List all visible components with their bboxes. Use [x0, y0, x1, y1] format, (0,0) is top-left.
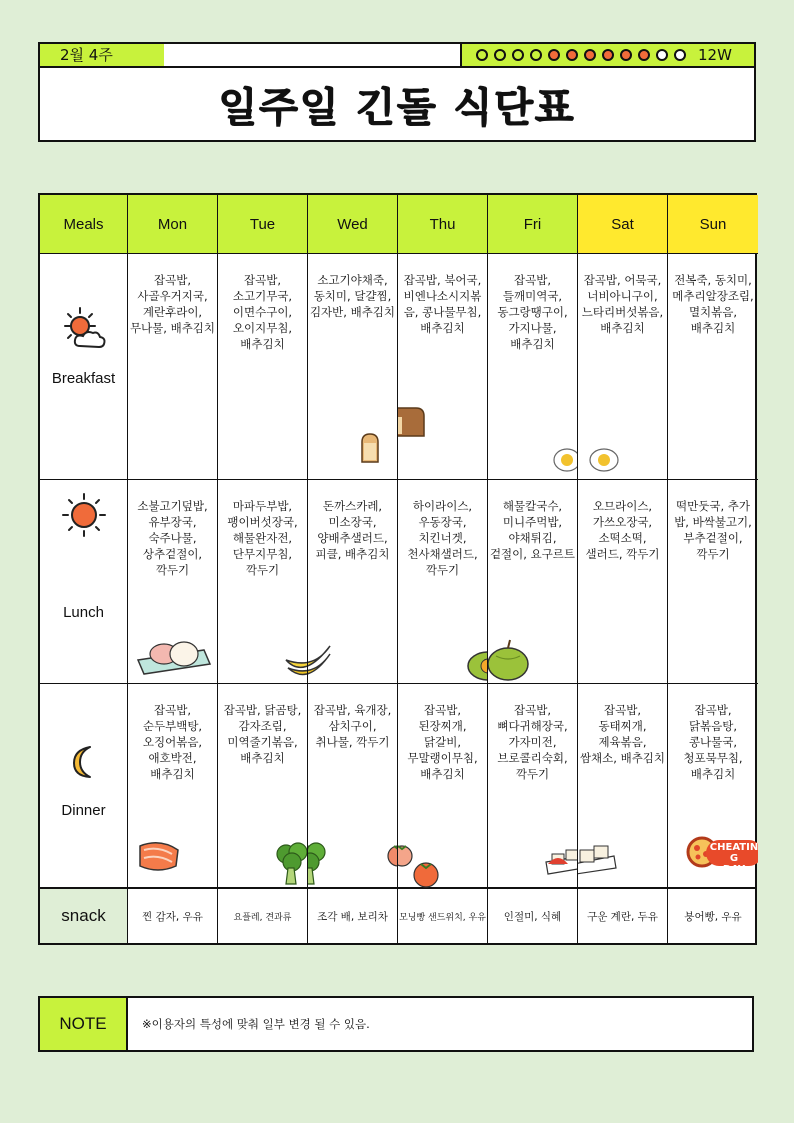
- moon-icon: [68, 744, 100, 784]
- note-label: NOTE: [40, 998, 128, 1050]
- snack-cell-mon: 찐 감자, 우유: [128, 889, 218, 943]
- meals-header: Meals: [40, 195, 128, 254]
- week-label: 2월 4주: [38, 42, 166, 68]
- egg-illustration: [588, 446, 620, 474]
- progress-dot: [674, 49, 686, 61]
- tomato-illustration: [412, 858, 440, 888]
- snack-cell-fri: 인절미, 식혜: [488, 889, 578, 943]
- meal-text: 잡곡밥, 닭곰탕, 감자조림, 미역줄기볶음, 배추김치: [223, 703, 302, 765]
- meal-cell-dinner-tue: [218, 684, 308, 891]
- meal-cell-dinner-thu: [398, 684, 488, 891]
- progress-dot: [638, 49, 650, 61]
- cheating-day-label: [706, 840, 758, 875]
- progress-dot: [512, 49, 524, 61]
- day-header-tue: Tue: [218, 195, 308, 254]
- meal-text: 잡곡밥, 뼈다귀해장국, 가자미전, 브로콜리숙회, 깍두기: [497, 703, 568, 781]
- banana-illustration: [308, 640, 334, 682]
- day-header-sun: Sun: [668, 195, 758, 254]
- progress-dot: [548, 49, 560, 61]
- meal-text: 돈까스카레, 미소장국, 양배추샐러드, 피클, 배추김치: [315, 499, 390, 561]
- row-label-text: Lunch: [63, 604, 104, 621]
- meal-cell-lunch-fri: [488, 480, 578, 684]
- progress-dot: [530, 49, 542, 61]
- row-label-text: Breakfast: [51, 370, 116, 387]
- row-label-lunch: [40, 480, 128, 684]
- meal-cell-lunch-sat: 오므라이스, 가쓰오장국, 소떡소떡, 샐러드, 깍두기: [578, 480, 668, 684]
- meal-cell-lunch-sun: 떡만둣국, 추가 밥, 바싹불고기, 부추겉절이, 깍두기: [668, 480, 758, 684]
- meal-cell-breakfast-tue: 잡곡밥, 소고기무국, 이면수구이, 오이지무침, 배추김치: [218, 254, 308, 480]
- meal-cell-dinner-sun: [668, 684, 758, 891]
- snack-cell-tue: 요플레, 견과류: [218, 889, 308, 943]
- progress-dot: [620, 49, 632, 61]
- meal-cell-lunch-thu: [398, 480, 488, 684]
- meal-cell-breakfast-thu: [398, 254, 488, 480]
- meal-cell-breakfast-sat: [578, 254, 668, 480]
- bread-illustration: [398, 404, 428, 438]
- tofu-plate-illustration: [578, 842, 618, 878]
- progress-dot: [656, 49, 668, 61]
- note-text: ※이용자의 특성에 맞춰 일부 변경 될 수 있음.: [142, 1017, 370, 1031]
- meal-text: 소고기야채죽, 동치미, 달걀찜, 김자반, 배추김치: [309, 273, 396, 319]
- meal-text: 잡곡밥, 된장찌개, 닭갈비, 무말랭이무침, 배추김치: [407, 703, 478, 781]
- note-box: [38, 996, 754, 1052]
- broccoli-illustration: [308, 840, 326, 886]
- title-box: [38, 66, 756, 142]
- snack-row: [38, 889, 757, 945]
- salmon-illustration: [136, 836, 182, 876]
- day-header-thu: Thu: [398, 195, 488, 254]
- snack-cell-wed: 조각 배, 보리차: [308, 889, 398, 943]
- meal-cell-dinner-fri: [488, 684, 578, 891]
- snack-label: snack: [40, 889, 128, 943]
- snack-cell-thu: 모닝빵 샌드위치, 우유: [398, 889, 488, 943]
- meal-cell-lunch-wed: [308, 480, 398, 684]
- meal-text: 잡곡밥, 육개장, 삼치구이, 취나물, 깍두기: [313, 703, 392, 749]
- meal-text: 잡곡밥, 어묵국, 너비아니구이, 느타리버섯볶음, 배추김치: [581, 273, 664, 335]
- header-spacer: [164, 42, 462, 68]
- meal-cell-dinner-sat: [578, 684, 668, 891]
- meal-text: 해물칼국수, 미니주먹밥, 야채튀김, 겉절이, 요구르트: [489, 499, 576, 561]
- day-header-wed: Wed: [308, 195, 398, 254]
- sun-cloud-icon: [60, 306, 108, 356]
- snack-cell-sat: 구운 계란, 두유: [578, 889, 668, 943]
- row-label-breakfast: [40, 254, 128, 480]
- meal-cell-lunch-tue: [218, 480, 308, 684]
- week-progress: [460, 42, 756, 68]
- meal-cell-breakfast-mon: 잡곡밥, 사골우거지국, 계란후라이, 무나물, 배추김치: [128, 254, 218, 480]
- meal-cell-breakfast-fri: [488, 254, 578, 480]
- day-header-mon: Mon: [128, 195, 218, 254]
- pumpkin-illustration: [488, 636, 532, 682]
- row-label-text: Dinner: [61, 802, 106, 819]
- meal-table: [38, 193, 757, 889]
- meal-cell-breakfast-wed: [308, 254, 398, 480]
- toast-illustration: [360, 426, 398, 464]
- cheating-day-line2: DAY: [722, 864, 746, 875]
- meal-text: 마파두부밥, 팽이버섯장국, 해물완자전, 단무지무침, 깍두기: [227, 499, 298, 577]
- meal-text: 하이라이스, 우동장국, 치킨너겟, 천사채샐러드, 깍두기: [407, 499, 478, 577]
- meal-cell-lunch-mon: [128, 480, 218, 684]
- meal-text: 잡곡밥, 닭볶음탕, 콩나물국, 청포묵무침, 배추김치: [683, 703, 743, 781]
- snack-cell-sun: 붕어빵, 우유: [684, 910, 742, 923]
- progress-dot: [476, 49, 488, 61]
- meal-cell-dinner-wed: [308, 684, 398, 891]
- broccoli-illustration: [274, 840, 308, 886]
- progress-dot: [494, 49, 506, 61]
- pumpkin-illustration: [466, 636, 488, 682]
- tomato-illustration: [386, 840, 398, 868]
- day-header-sat: Sat: [578, 195, 668, 254]
- egg-illustration: [552, 446, 578, 474]
- meal-cell-dinner-mon: [128, 684, 218, 891]
- meal-text: 잡곡밥, 들깨미역국, 동그랑땡구이, 가지나물, 배추김치: [497, 273, 568, 351]
- day-header-fri: Fri: [488, 195, 578, 254]
- meal-cell-breakfast-sun: 전복죽, 동치미, 메추리알장조림, 멸치볶음, 배추김치: [668, 254, 758, 480]
- row-label-dinner: [40, 684, 128, 891]
- sun-icon: [61, 492, 107, 542]
- meal-text: 소불고기덮밥, 유부장국, 숙주나물, 상추겉절이, 깍두기: [137, 499, 208, 577]
- progress-label: 12W: [698, 46, 732, 64]
- cheating-day-line1: CHEATING: [709, 842, 758, 864]
- rice-cake-illustration: [134, 630, 214, 678]
- progress-dot: [566, 49, 578, 61]
- progress-dot: [602, 49, 614, 61]
- meal-text: 잡곡밥, 북어국, 비엔나소시지볶음, 콩나물무침, 배추김치: [403, 273, 482, 335]
- progress-dot: [584, 49, 596, 61]
- meal-text: 잡곡밥, 순두부백탕, 오징어볶음, 애호박전, 배추김치: [142, 703, 203, 781]
- page-title: 일주일 긴돌 식단표: [218, 84, 576, 131]
- banana-illustration: [284, 640, 308, 682]
- tofu-plate-illustration: [544, 842, 578, 878]
- meal-text: 잡곡밥, 동태찌개, 제육볶음, 쌈채소, 배추김치: [579, 703, 666, 765]
